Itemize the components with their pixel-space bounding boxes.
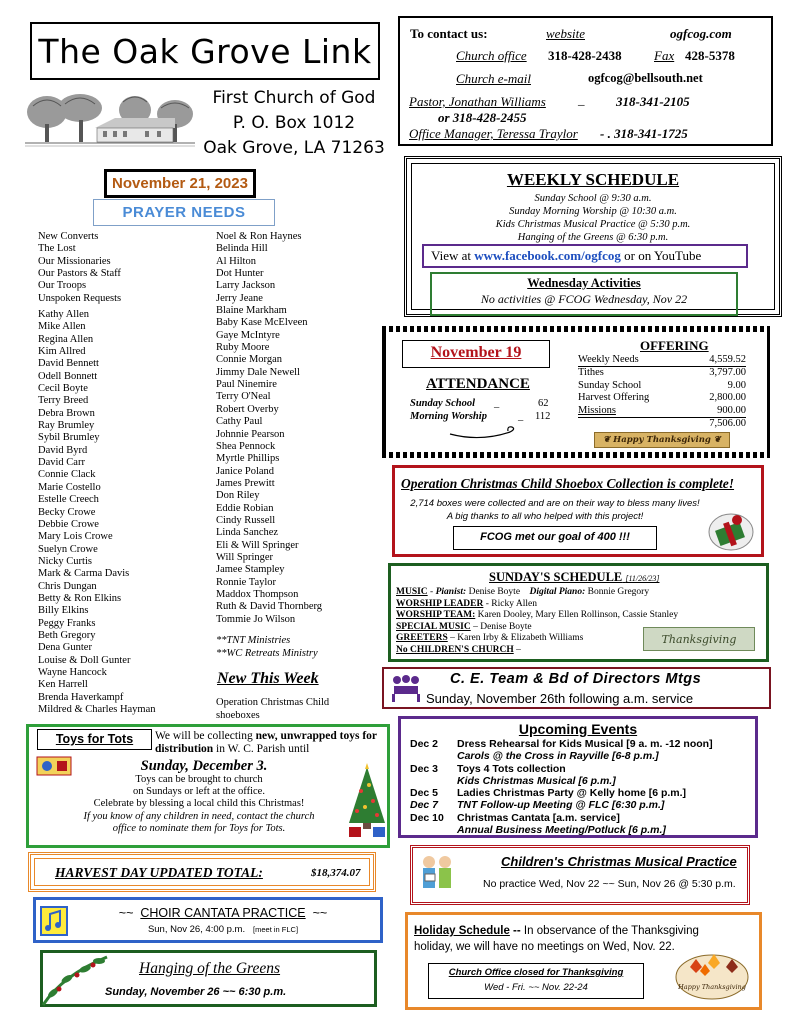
weekly-schedule-lines [412,192,774,244]
meeting-table-icon [388,672,424,704]
prayer-list-item: Debra Brown [38,407,95,419]
leaf-icon: ❦ [710,435,721,445]
hanging-greens-box [40,950,377,1007]
event-row [410,799,758,811]
decorative-swirl-icon [448,426,518,440]
childrens-practice-line: No practice Wed, Nov 22 ~~ Sun, Nov 26 @ 5:30 p.m. [483,878,736,890]
prayer-list-item: Eddie Robian [216,502,274,514]
toys-line: Toys can be brought to church [135,774,263,785]
role-person: Bonnie Gregory [587,587,650,597]
offering-value: 9.00 [727,379,746,391]
prayer-list-item: Ray Brumley [38,420,95,432]
prayer-list-item: Dena Gunter [38,642,92,654]
badge-text: Happy Thanksgiving [613,435,711,445]
prayer-list-item: Ronnie Taylor [216,576,277,588]
thanksgiving-badge [643,627,755,651]
prayer-list-item: Don Riley [216,490,260,502]
toys-line: Celebrate by blessing a local child this Christmas! [93,798,305,810]
offering-row [578,380,746,392]
role-person: – Denise Boyte [473,621,532,632]
holly-garland-icon [39,949,111,1009]
toys-line: office to nominate them for Toys for Tots. [112,822,286,834]
website-label: website [546,26,585,41]
childrens-practice-title: Children's Christmas Musical Practice [501,854,737,869]
role-person: Denise Boyte [468,587,521,597]
toys-line: on Sundays or left at the office. [133,786,265,798]
role-label: No CHILDREN'S CHURCH [396,644,514,655]
prayer-list-item: Beth Gregory [38,629,96,641]
date-text: November 21, 2023 [112,175,248,192]
view-suffix: or on YouTube [620,248,702,263]
attendance-value: 62 [538,398,549,409]
christmas-tree-icon [345,761,389,841]
office-closed-title: Church Office closed for Thanksgiving [448,967,624,978]
prayer-list-item: Brenda Haverkampf [38,691,124,703]
event-row [410,750,758,762]
prayer-list-item: Our Troops [38,280,87,292]
prayer-list-item: Mary Lois Crowe [38,531,113,543]
prayer-list-item: Cathy Paul [216,416,263,428]
view-prefix: View at [431,248,475,263]
event-row [410,824,758,836]
happy-thanksgiving-leaves-badge [674,949,750,1001]
prayer-list-item: Paul Ninemire [216,379,277,391]
prayer-needs-heading [93,199,275,226]
upcoming-events-box [398,716,758,838]
prayer-list-item: Terry Breed [38,395,89,407]
prayer-list-item: Kim Allred [38,346,86,358]
ce-line: Sunday, November 26th following a.m. service [426,691,694,706]
autumn-leaves-icon [674,949,750,1001]
new-item-text: Operation Christmas Child shoeboxes [216,697,330,721]
occ-goal: FCOG met our goal of 400 !!! [453,526,657,550]
prayer-list-item: Marie Costello [38,481,101,493]
role-label: SPECIAL MUSIC [396,621,471,632]
event-date: Dec 2 [410,738,439,750]
toys-text: in W. C. Parish until [213,743,310,755]
ministry-item: **WC Retreats Ministry [216,648,318,659]
events-heading: Upcoming Events [518,721,638,737]
greens-title: Hanging of the Greens [139,960,281,977]
offering-value: 3,797.00 [709,367,746,379]
shoebox-gift-icon [707,508,755,552]
weekly-schedule-heading: WEEKLY SCHEDULE [506,170,680,189]
pastor-name: Pastor, Jonathan Williams [409,94,546,109]
leaf-icon: ❦ [603,435,614,445]
offering-value: 2,800.00 [709,392,746,404]
holiday-line: In observance of the Thanksgiving [523,925,699,937]
offering-row [578,418,746,430]
role-person: Karen Dooley, Mary Ellen Rollinson, Cassie Stanley [477,610,679,621]
choir-practice-box: ~~ CHOIR CANTATA PRACTICE ~~ Sun, Nov 26, 4:00 p.m. [meet in FLC] [33,897,383,943]
prayer-list-item: Debbie Crowe [38,518,99,530]
schedule-line: Sunday Morning Worship @ 10:30 a.m. [509,206,677,217]
choir-line: Sun, Nov 26, 4:00 p.m. [147,924,246,935]
fax-label: Fax [654,48,675,63]
role-label: MUSIC [396,587,428,597]
music-note-icon [40,906,68,936]
toys-text: toys for distribution [155,730,377,755]
event-date: Dec 10 [410,811,444,824]
event-text: Christmas Cantata [a.m. service] [457,811,620,824]
holiday-sep: -- [509,925,524,937]
prayer-list-item: Cecil Boyte [38,383,88,395]
prayer-list-names-1 [38,309,156,716]
choir-note: [meet in FLC] [253,925,299,934]
office-closed-dates: Wed - Fri. ~~ Nov. 22-24 [484,982,588,993]
holiday-schedule-box [405,912,762,1010]
prayer-list-item: James Prewitt [216,477,275,489]
prayer-list-item: Johnnie Pearson [216,428,285,440]
event-text: Dress Rehearsal for Kids Musical [9 a. m. -12 noon] [457,738,713,750]
prayer-list-item: Regina Allen [38,333,94,345]
toys-text: new, unwrapped [255,730,337,742]
offering-label: Weekly Needs [578,354,639,365]
email-address[interactable]: ogfcog@bellsouth.net [588,71,703,85]
prayer-list-column-2 [216,231,322,626]
office-manager-name: Office Manager, Teressa Traylor [409,126,578,141]
prayer-list-item: Jerry Jeane [216,292,263,304]
event-text: Annual Business Meeting/Potluck [6 p.m.] [457,824,666,837]
prayer-list-item: Maddox Thompson [216,588,299,600]
wednesday-heading: Wednesday Activities [527,276,641,290]
offering-label [578,418,581,430]
prayer-list-item: Billy Elkins [38,605,89,617]
contact-box: To contact us: website ogfcog.com Church office 318-428-2438 Fax 428-5378 Church e-mail ogfcog@bellsouth.net Pastor, Jonathan Williams _ 318-341-2105 or 318-428-2455 Office Manager, Teressa Traylor - . 318-341-1725 [398,16,773,146]
website-link[interactable]: ogfcog.com [670,26,732,41]
singing-children-icon [417,852,457,898]
event-row [410,812,758,824]
offering-label: Sunday School [578,379,642,391]
offering-value: 4,559.52 [709,354,746,365]
offering-row [578,405,746,418]
event-date [410,775,457,787]
event-date: Dec 7 [410,799,439,812]
prayer-list-item: Shea Pennock [216,440,276,452]
prayer-list-item: The Lost [38,243,76,255]
occ-line: 2,714 boxes were collected and are on their way to bless many lives! [410,498,700,509]
prayer-list-item: Betty & Ron Elkins [38,592,122,604]
prayer-list-item: Connie Morgan [216,354,283,366]
event-text: Ladies Christmas Party @ Kelly home [6 p.m.] [457,787,687,800]
role-label: WORSHIP TEAM: [396,610,476,621]
toys-intro [155,730,387,756]
badge-text: Thanksgiving [661,632,737,646]
role-sub: Pianist: [435,587,467,597]
email-label: Church e-mail [456,71,531,86]
event-date: Dec 3 [410,762,439,775]
choir-title: CHOIR CANTATA PRACTICE [140,906,306,920]
facebook-link[interactable]: www.facebook.com/ogfcog [474,248,621,263]
badge-text: Happy Thanksgiving [678,983,746,991]
offering-value: 900.00 [717,404,746,416]
office-closed-box [428,963,644,999]
po-box: P. O. Box 1012 [232,113,356,133]
offering-label: Missions [578,404,616,416]
prayer-list-item: Mike Allen [38,321,86,333]
event-text: Kids Christmas Musical [6 p.m.] [457,774,616,787]
attendance-value: 112 [535,411,551,422]
sunday-date: [11/26/23] [625,574,660,583]
contact-heading: To contact us: [410,26,488,41]
prayer-list-item: Louise & Doll Gunter [38,654,131,666]
schedule-line: Sunday School @ 9:30 a.m. [534,193,652,204]
offering-heading: OFFERING [640,338,709,353]
office-label: Church office [456,48,527,63]
ce-title: C. E. Team & Bd of Directors Mtgs [450,671,702,687]
schedule-line: Kids Christmas Musical Practice @ 5:30 p.m. [495,219,691,230]
newsletter-title: The Oak Grove Link [38,31,372,71]
prayer-list-item: Jimmy Dale Newell [216,366,300,378]
sunday-roles: MUSIC - Pianist: Denise Boyte Digital Piano: Bonnie Gregory WORSHIP LEADER - Ricky Allen WORSHIP TEAM: Karen Dooley, Mary Ellen Rollinson, Cassie Stanley SPECIAL MUSIC – Denise Boyte GREETERS – Karen Irby & Elizabeth Williams No CHILDREN'S CHURCH – [396,587,679,655]
prayer-list-item: Connie Clack [38,469,96,481]
stats-date: November 19 [402,340,550,368]
role-label: WORSHIP LEADER [396,598,484,609]
holiday-title: Holiday Schedule [414,925,510,937]
role-label: GREETERS [396,633,448,644]
prayer-list-item: David Bennett [38,358,99,370]
prayer-list-item: Belinda Hill [216,243,268,255]
event-date [410,750,457,762]
toys-for-tots-box [26,724,390,848]
role-sub: Digital Piano: [529,587,586,597]
prayer-list-item: Mark & Carma Davis [38,568,130,580]
occ-title: Operation Christmas Child Shoebox Collection is complete! [401,476,735,491]
sunday-heading: SUNDAY'S SCHEDULE [489,570,623,584]
prayer-list-item: Gaye McIntyre [216,329,280,341]
events-list [410,738,758,836]
event-date: Dec 5 [410,787,439,800]
attendance-label: Sunday School [410,398,476,409]
prayer-list-item: David Byrd [38,444,88,456]
church-building-illustration [25,92,195,150]
prayer-list-item: Robert Overby [216,403,279,415]
offering-label: Harvest Offering [578,392,650,404]
prayer-list-item: Wayne Hancock [38,666,107,678]
happy-thanksgiving-badge [594,432,730,448]
prayer-list-item: Al Hilton [216,255,256,267]
facebook-link-box [422,244,748,268]
event-date [410,824,457,836]
prayer-list-item: Ruby Moore [216,342,270,354]
harvest-label: HARVEST DAY UPDATED TOTAL: [55,865,263,880]
prayer-list-item: Cindy Russell [216,514,276,526]
event-row [410,738,758,750]
prayer-list-item: Eli & Will Springer [216,539,299,551]
sundays-schedule-box [388,563,769,662]
offering-row [578,354,746,367]
wednesday-activities-box [430,272,738,316]
event-row [410,775,758,787]
toys-title: Toys for Tots [37,729,152,750]
event-row [410,787,758,799]
operation-christmas-child-box [392,465,764,557]
role-person: – Karen Irby & Elizabeth Williams [450,633,584,644]
offering-row [578,367,746,379]
fax-number: 428-5378 [685,48,735,63]
prayer-list-item: Unspoken Requests [38,292,122,304]
childrens-practice-box [410,845,750,905]
office-manager-phone: - . 318-341-1725 [600,126,688,141]
prayer-list-item: Our Pastors & Staff [38,268,121,280]
event-row [410,763,758,775]
office-phone: 318-428-2438 [548,48,622,63]
prayer-list-item: Becky Crowe [38,506,96,518]
prayer-list-column-1 [38,231,121,305]
church-address [198,86,390,161]
prayer-list-item: Dot Hunter [216,268,264,280]
greens-line: Sunday, November 26 ~~ 6:30 p.m. [105,986,287,998]
prayer-list-item: Linda Sanchez [216,527,279,539]
prayer-list-item: Estelle Creech [38,494,99,506]
new-this-week-heading: New This Week [217,670,319,687]
prayer-list-item: Tommie Jo Wilson [216,613,296,625]
attendance-label: Morning Worship [410,411,487,422]
prayer-list-item: Janice Poland [216,465,275,477]
wednesday-text: No activities @ FCOG Wednesday, Nov 22 [480,292,688,306]
holiday-line: holiday, we will have no meetings on Wed, Nov. 22. [414,941,675,953]
prayer-list-item: Mildred & Charles Hayman [38,704,156,715]
prayer-list-item: Odell Bonnett [38,370,98,382]
prayer-list-item: Terry O'Neal [216,391,271,403]
event-text: Toys 4 Tots collection [457,762,566,775]
prayer-heading-text: PRAYER NEEDS [122,204,246,221]
occ-line: A big thanks to all who helped with this project! [446,511,644,522]
prayer-list-item: David Carr [38,457,85,469]
prayer-list-item: Will Springer [216,551,274,563]
newsletter-date [104,169,256,198]
prayer-list-item: Noel & Ron Haynes [216,231,302,242]
pastor-phone: 318-341-2105 [616,94,690,109]
harvest-total: $18,374.07 [311,867,361,879]
church-name: First Church of God [212,88,376,108]
schedule-line: Hanging of the Greens @ 6:30 p.m. [517,232,669,243]
offering-table [578,354,746,430]
prayer-list-item: Our Missionaries [38,255,111,267]
offering-value: 7,506.00 [709,418,746,430]
attendance-offering-box: November 19 ATTENDANCE Sunday School _ 62 Morning Worship _ 112 OFFERING Weekly Needs 4,559.52 Tithes 3,797.00 Sunday School 9.00 Harvest Offering 2,800.00 Missions 900.00 7,506.00 ❦ Happy Thanksgiving ❦ [382,326,770,458]
event-text: TNT Follow-up Meeting @ FLC [6:30 p.m.] [457,799,665,812]
harvest-total-box [28,852,376,892]
offering-label: Tithes [578,367,604,379]
prayer-list-item: Baby Kase McElveen [216,317,308,329]
weekly-schedule-box [404,156,782,317]
prayer-list-item: Larry Jackson [216,280,276,292]
offering-row [578,392,746,404]
prayer-list-item: Chris Dungan [38,580,97,592]
newsletter-masthead [30,22,380,80]
role-person: - Ricky Allen [485,598,537,609]
toys-details [29,774,369,835]
prayer-list-item: New Converts [38,231,99,242]
ministry-item: **TNT Ministries [216,635,291,646]
prayer-list-item: Ruth & David Thornberg [216,601,323,613]
pastor-alt-phone: or 318-428-2455 [438,110,527,125]
city-state-zip: Oak Grove, LA 71263 [203,138,385,158]
prayer-list-item: Ken Harrell [38,679,88,691]
prayer-list-item: Peggy Franks [38,617,96,629]
new-this-week-items [216,697,356,722]
role-person: – [516,644,521,655]
event-text: Carols @ the Cross in Rayville [6-8 p.m.] [457,750,659,763]
prayer-list-item: Nicky Curtis [38,555,92,567]
prayer-list-item: Myrtle Phillips [216,453,280,465]
prayer-list-item: Suelyn Crowe [38,543,98,555]
ce-team-box [382,667,771,709]
ministries-list [216,634,318,660]
toys-text: We will be collecting [155,730,256,742]
prayer-list-item: Jamee Stampley [216,564,285,576]
prayer-list-item: Kathy Allen [38,309,90,320]
toys-date: Sunday, December 3. [140,758,268,774]
toys-line: If you know of any children in need, contact the church [83,810,315,822]
prayer-list-item: Blaine Markham [216,305,287,317]
toys-logo-icon [35,751,75,781]
attendance-heading: ATTENDANCE [426,376,530,392]
prayer-list-item: Sybil Brumley [38,432,100,444]
